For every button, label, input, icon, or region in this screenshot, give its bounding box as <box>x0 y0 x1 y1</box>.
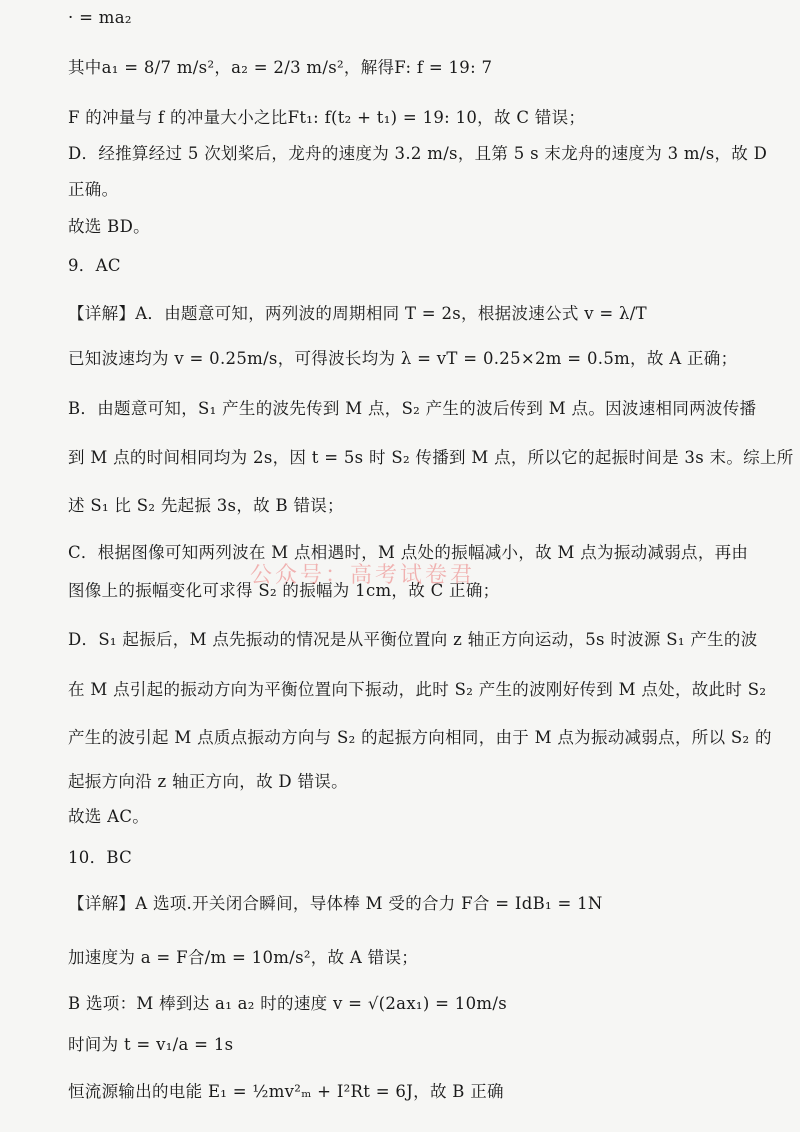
text-line: 故选 AC。 <box>68 807 150 826</box>
question-number: 10．BC <box>68 848 133 867</box>
text-line: F 的冲量与 f 的冲量大小之比Ft₁: f(t₂ + t₁) = 19: 10，故 C 错误； <box>68 108 586 127</box>
text-line: 【详解】A 选项.开关闭合瞬间，导体棒 M 受的合力 F合 = IdB₁ = 1N <box>68 894 603 913</box>
text-line: 恒流源输出的电能 E₁ = ½mv²ₘ + I²Rt = 6J，故 B 正确 <box>68 1082 504 1101</box>
text-line: 在 M 点引起的振动方向为平衡位置向下振动，此时 S₂ 产生的波刚好传到 M 点处，故此时 S₂ <box>68 680 767 699</box>
text-line: 加速度为 a = F合/m = 10m/s²，故 A 错误； <box>68 948 419 967</box>
text-line: 【详解】A．由题意可知，两列波的周期相同 T = 2s，根据波速公式 v = λ/T <box>68 304 647 323</box>
text-line: D．S₁ 起振后，M 点先振动的情况是从平衡位置向 z 轴正方向运动，5s 时波源 S₁ 产生的波 <box>68 630 758 649</box>
text-line: D．经推算经过 5 次划桨后，龙舟的速度为 3.2 m/s，且第 5 s 末龙舟的速度为 3 m/s，故 D <box>68 144 768 163</box>
text-line: 到 M 点的时间相同均为 2s，因 t = 5s 时 S₂ 传播到 M 点，所以它的起振时间是 3s 末。综上所 <box>68 448 794 467</box>
text-line: C．根据图像可知两列波在 M 点相遇时，M 点处的振幅减小，故 M 点为振动减弱点，再由 <box>68 543 749 562</box>
text-line: 时间为 t = v₁/a = 1s <box>68 1035 234 1054</box>
text-line: B 选项：M 棒到达 a₁ a₂ 时的速度 v = √(2ax₁) = 10m/s <box>68 994 507 1013</box>
text-line: 正确。 <box>68 180 119 199</box>
text-line: 图像上的振幅变化可求得 S₂ 的振幅为 1cm，故 C 正确； <box>68 581 500 600</box>
text-line: B．由题意可知，S₁ 产生的波先传到 M 点，S₂ 产生的波后传到 M 点。因波速相同两波传播 <box>68 399 757 418</box>
text-line: 起振方向沿 z 轴正方向，故 D 错误。 <box>68 772 348 791</box>
text-line: 故选 BD。 <box>68 217 150 236</box>
text-line: 产生的波引起 M 点质点振动方向与 S₂ 的起振方向相同，由于 M 点为振动减弱点，所以 S₂ 的 <box>68 728 772 747</box>
text-line: · = ma₂ <box>68 8 132 27</box>
text-line: 已知波速均为 v = 0.25m/s，可得波长均为 λ = vT = 0.25×2m = 0.5m，故 A 正确； <box>68 349 738 368</box>
watermark: 公众号：高考试卷君 <box>250 563 476 588</box>
question-number: 9．AC <box>68 256 121 275</box>
text-line: 其中a₁ = 8/7 m/s²，a₂ = 2/3 m/s²，解得F: f = 19: 7 <box>68 58 493 77</box>
text-line: 述 S₁ 比 S₂ 先起振 3s，故 B 错误； <box>68 496 344 515</box>
